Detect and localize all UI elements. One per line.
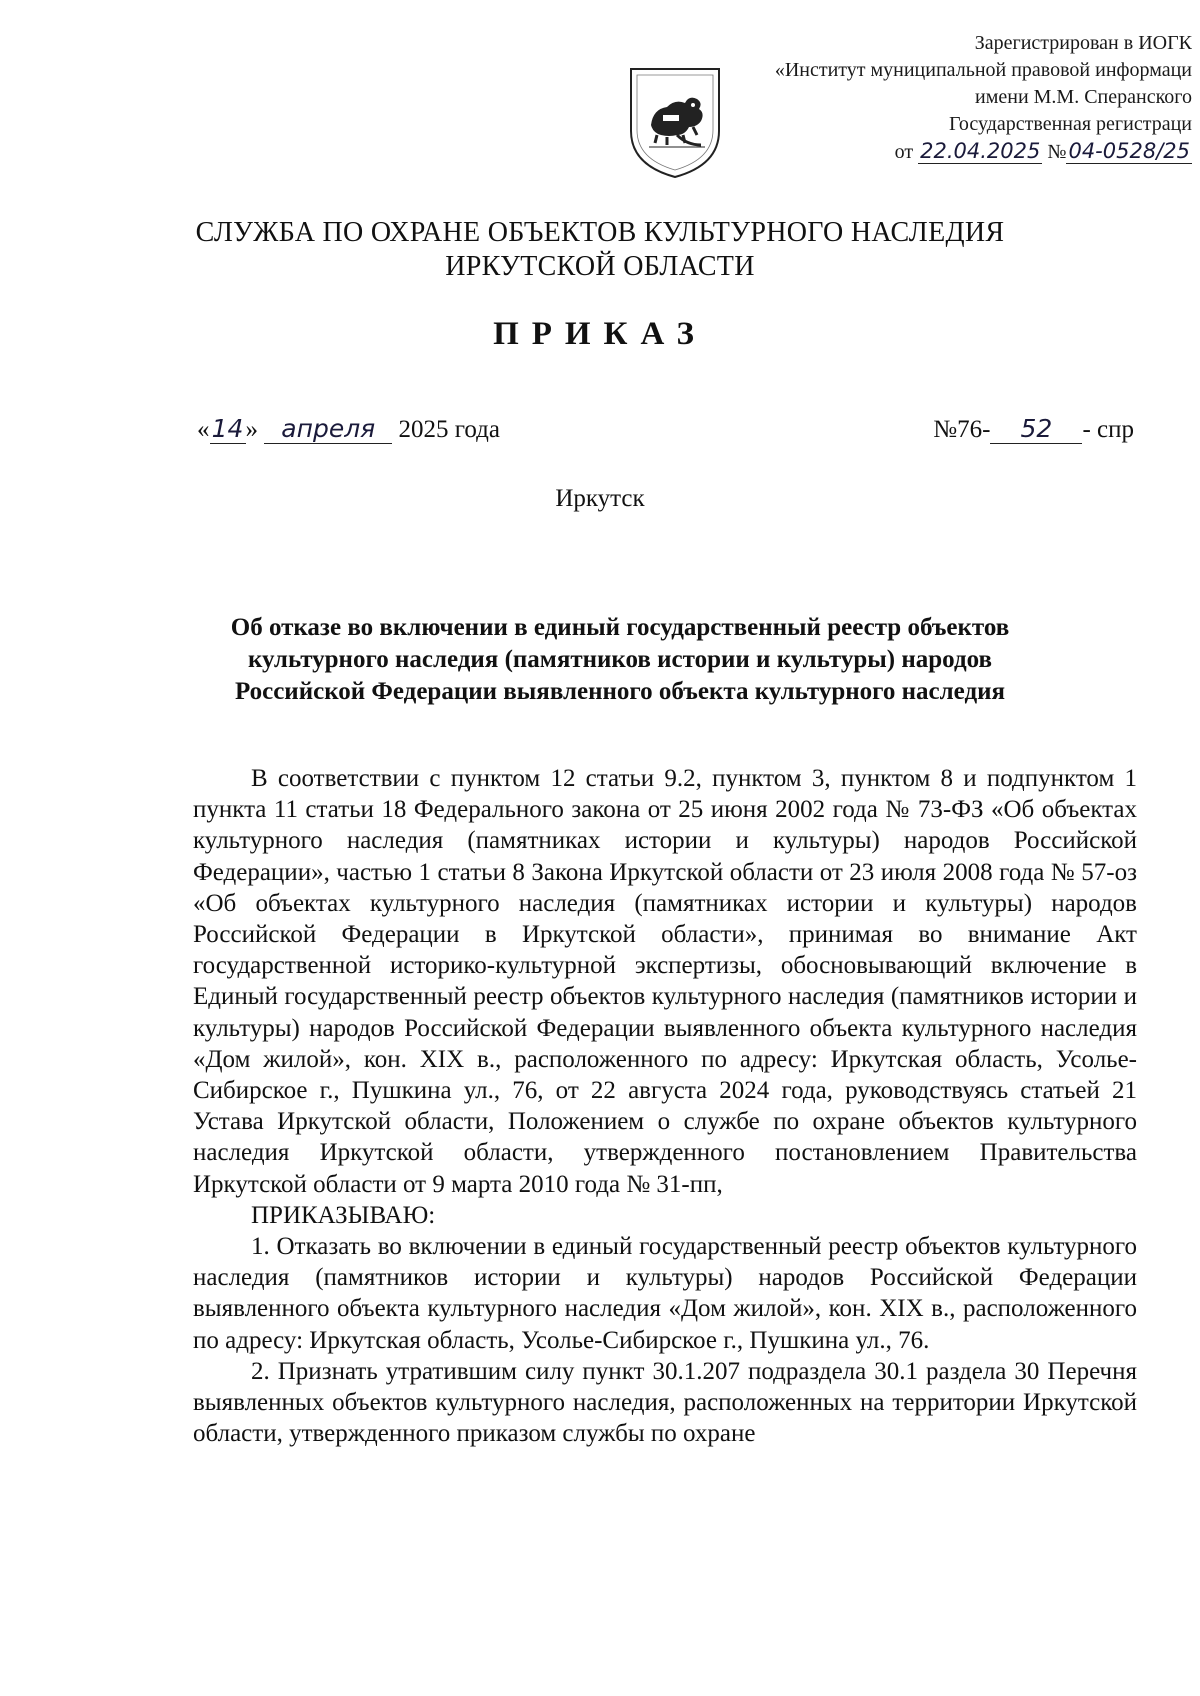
order-date	[197, 414, 500, 444]
command-word: ПРИКАЗЫВАЮ:	[251, 1201, 436, 1229]
date-year: 2025 года	[398, 416, 500, 443]
coat-of-arms-icon	[627, 65, 723, 181]
stamp-num-prefix: №	[1047, 141, 1067, 163]
stamp-line-4: Государственная регистраци	[949, 113, 1192, 135]
order-item-2: 2. Признать утратившим силу пункт 30.1.207 подраздела 30.1 раздела 30 Перечня выявленных объектов культурного наследия, расположенных на территории Иркутской области, утвержденного приказом службы по охране	[193, 1357, 1137, 1448]
order-subject	[190, 612, 1050, 708]
stamp-line-1: Зарегистрирован в ИОГК	[974, 32, 1192, 54]
document-type-title: ПРИКАЗ	[493, 316, 707, 352]
stamp-date-prefix: от	[894, 141, 914, 163]
order-number-value: 52	[990, 414, 1082, 444]
subject-line-1: Об отказе во включении в единый государственный реестр объектов	[230, 614, 1010, 641]
stamp-registration-line	[722, 138, 1192, 166]
subject-line-2: культурного наследия (памятников истории и культуры) народов	[247, 646, 992, 673]
date-month: апреля	[264, 414, 392, 444]
stamp-line-3: имени М.М. Сперанского	[975, 86, 1192, 108]
order-number	[933, 414, 1134, 444]
preamble-paragraph: В соответствии с пунктом 12 статьи 9.2, пунктом 3, пунктом 8 и подпунктом 1 пункта 11 статьи 18 Федерального закона от 25 июня 2002 года № 73-ФЗ «Об объектах культурного наследия (памятниках истории и культуры) народов Российской Федерации», частью 1 статьи 8 Закона Иркутской области от 23 июля 2008 года № 57-оз «Об объектах культурного наследия (памятниках истории и культуры) народов Российской Федерации в Иркутской области», принимая во внимание Акт государственной историко-культурной экспертизы, обосновывающий включение в Единый государственный реестр объектов культурного наследия (памятников истории и культуры) народов Российской Федерации выявленного объекта культурного наследия «Дом жилой», кон. XIX в., расположенного по адресу: Иркутская область, Усолье-Сибирское г., Пушкина ул., 76, от 22 августа 2024 года, руководствуясь статьей 21 Устава Иркутской области, Положением о службе по охране объектов культурного наследия Иркутской области, утвержденного постановлением Правительства Иркутской области от 9 марта 2010 года № 31-пп,	[193, 765, 1137, 1198]
stamp-line-2: «Институт муниципальной правовой информаци	[774, 59, 1192, 81]
order-item-1: 1. Отказать во включении в единый государственный реестр объектов культурного наследия (памятников истории и культуры) народов Российской Федерации выявленного объекта культурного наследия «Дом жилой», кон. XIX в., расположенного по адресу: Иркутская область, Усолье-Сибирское г., Пушкина ул., 76.	[193, 1233, 1137, 1354]
date-quote-open: «	[197, 416, 210, 443]
registration-stamp	[722, 30, 1192, 166]
stamp-date-value: 22.04.2025	[920, 139, 1041, 163]
stamp-num-value: 04-0528/25	[1068, 139, 1190, 163]
date-quote-close: »	[245, 416, 258, 443]
order-body	[193, 763, 1137, 1449]
order-number-suffix: - спр	[1082, 416, 1134, 443]
agency-name-line-2: ИРКУТСКОЙ ОБЛАСТИ	[445, 251, 755, 282]
agency-name	[0, 216, 1200, 284]
order-number-prefix: №76-	[933, 416, 991, 443]
city: Иркутск	[555, 485, 645, 512]
subject-line-3: Российской Федерации выявленного объекта культурного наследия	[234, 678, 1006, 705]
agency-name-line-1: СЛУЖБА ПО ОХРАНЕ ОБЪЕКТОВ КУЛЬТУРНОГО НАСЛЕДИЯ	[195, 217, 1005, 248]
date-day: 14	[210, 414, 246, 444]
